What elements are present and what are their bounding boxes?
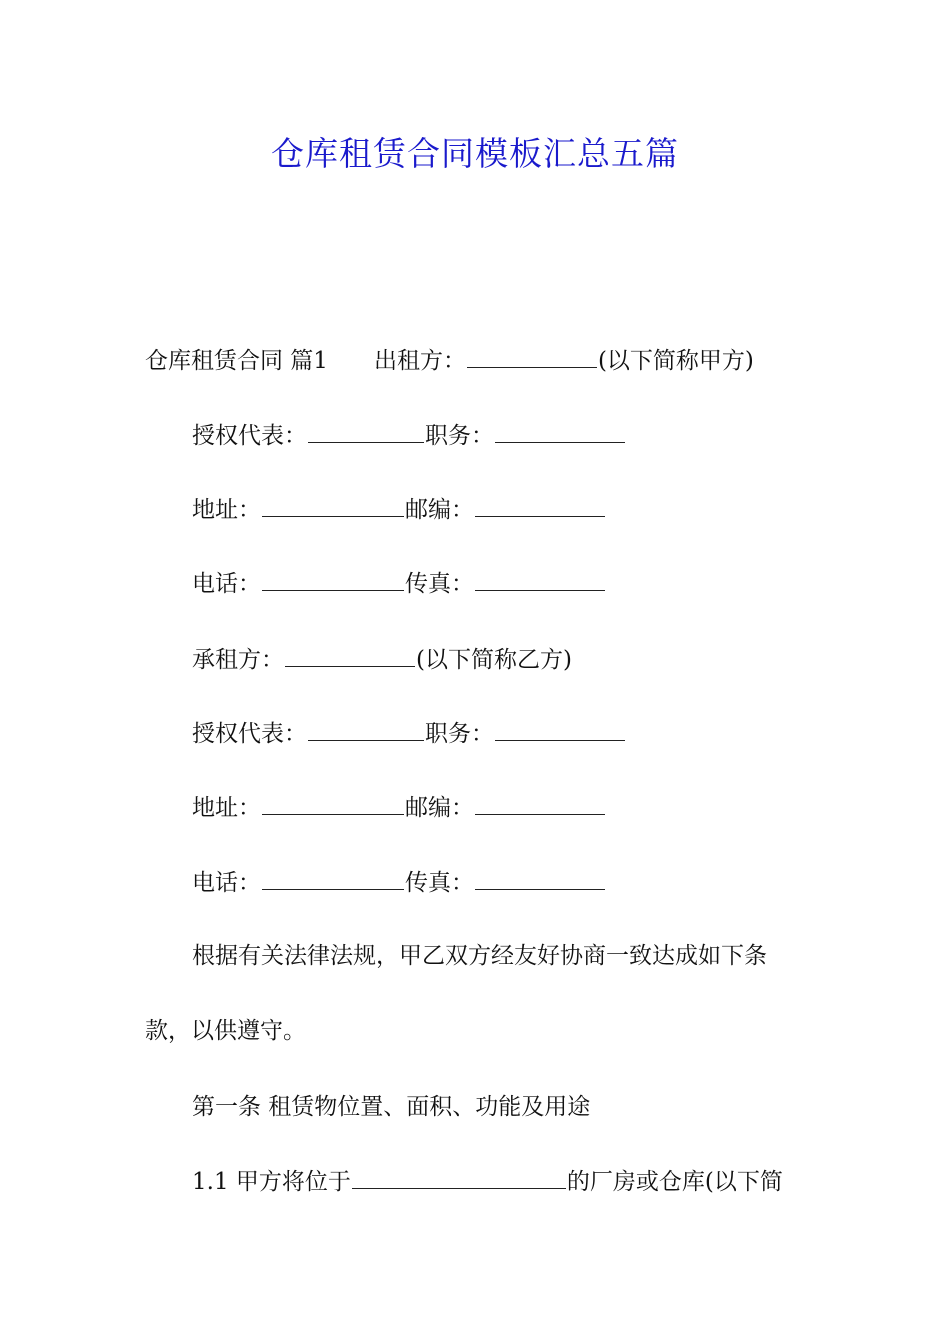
lessee-representative-line [192, 718, 626, 749]
lessor-label: 出租方： [373, 348, 466, 374]
preamble-line-1: 根据有关法律法规，甲乙双方经友好协商一致达成如下条 [192, 943, 767, 969]
lessee-label: 承租方： [192, 647, 284, 673]
postcode-label: 邮编： [405, 795, 474, 821]
lessee-blank [285, 644, 415, 667]
document-title: 仓库租赁合同模板汇总五篇 [271, 134, 679, 173]
lessee-line [192, 644, 572, 675]
position-label: 职务： [425, 423, 494, 449]
lessee-phone-line [192, 867, 606, 898]
article-heading: 第一条 租赁物位置、面积、功能及用途 [192, 1094, 591, 1120]
lessor-address-line [192, 494, 606, 525]
clause-1-1-end: 的厂房或仓库(以下简 [566, 1169, 783, 1195]
fax-label: 传真： [405, 870, 474, 896]
representative-label: 授权代表： [192, 423, 307, 449]
lessor-line [145, 345, 754, 376]
location-blank [352, 1166, 566, 1189]
postcode-blank [475, 792, 605, 815]
phone-label: 电话： [192, 571, 261, 597]
address-label: 地址： [192, 795, 261, 821]
fax-blank [475, 568, 605, 591]
clause-1-1-start: 1.1 甲方将位于 [192, 1169, 351, 1195]
lessor-representative-line [192, 420, 626, 451]
position-blank [495, 718, 625, 741]
address-label: 地址： [192, 497, 261, 523]
lessor-note: (以下简称甲方) [597, 348, 754, 374]
representative-blank [308, 718, 424, 741]
lessee-note: (以下简称乙方) [416, 647, 572, 673]
postcode-blank [475, 494, 605, 517]
phone-blank [262, 867, 404, 890]
phone-label: 电话： [192, 870, 261, 896]
clause-1-1-line [192, 1166, 783, 1197]
fax-blank [475, 867, 605, 890]
preamble-line-2: 款，以供遵守。 [145, 1018, 306, 1044]
address-blank [262, 494, 404, 517]
contract-heading: 仓库租赁合同 篇1 [145, 348, 328, 374]
lessee-address-line [192, 792, 606, 823]
representative-blank [308, 420, 424, 443]
lessor-blank [467, 345, 597, 368]
representative-label: 授权代表： [192, 721, 307, 747]
lessor-phone-line [192, 568, 606, 599]
position-label: 职务： [425, 721, 494, 747]
fax-label: 传真： [405, 571, 474, 597]
phone-blank [262, 568, 404, 591]
position-blank [495, 420, 625, 443]
postcode-label: 邮编： [405, 497, 474, 523]
address-blank [262, 792, 404, 815]
